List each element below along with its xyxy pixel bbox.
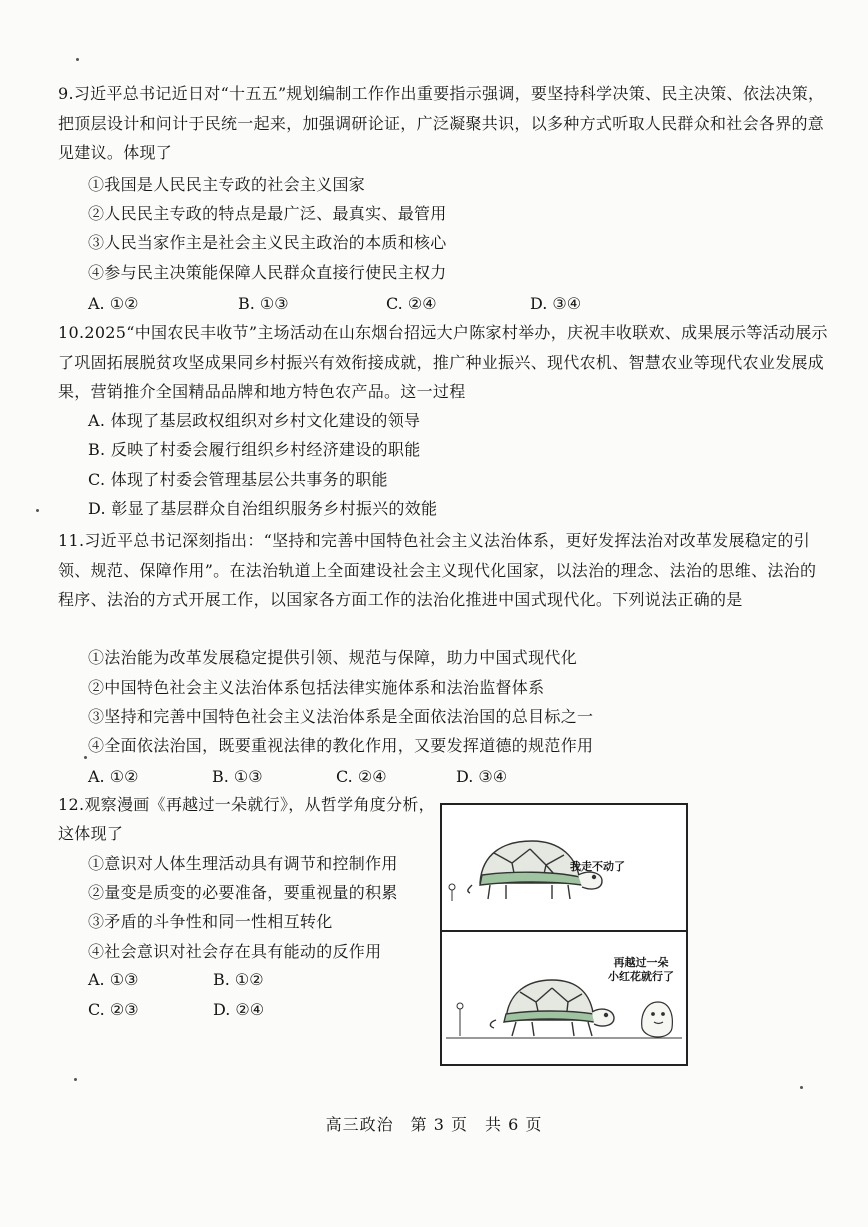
q11-stem: 11.习近平总书记深刻指出：“坚持和完善中国特色社会主义法治体系，更好发挥法治对改革发展稳定的引领、规范、保障作用”。在法治轨道上全面建设社会主义现代化国家，以法治的理念、法治的思维、法治的程序、法治的方式开展工作，以国家各方面工作的法治化推进中国式现代化。下列说法正确的是 [58,531,817,609]
q9-choice-a: A. ①② [88,294,139,313]
q12-item-1: ①意识对人体生理活动具有调节和控制作用 [88,854,398,873]
q9-item-2: ②人民民主专政的特点是最广泛、最真实、最管用 [88,204,447,223]
red-flower-icon [457,1003,463,1036]
q12-item-3: ③矛盾的斗争性和同一性相互转化 [88,912,333,931]
scan-speck [84,756,87,759]
comic-panel-2-speech [608,956,674,984]
q9-item-4: ④参与民主决策能保障人民群众直接行使民主权力 [88,263,447,282]
q12-choice-a: A. ①③ [88,970,139,989]
scan-speck [76,58,79,61]
scan-speck [800,1086,803,1089]
q9-item-1: ①我国是人民民主专政的社会主义国家 [88,175,366,194]
q10-option-b: B. 反映了村委会履行组织乡村经济建设的职能 [88,440,421,459]
q11-item-3: ③坚持和完善中国特色社会主义法治体系是全面依法治国的总目标之一 [88,707,594,726]
q12-choice-c: C. ②③ [88,1000,139,1019]
cartoon-character-icon [642,1002,673,1037]
comic-panel-1-illustration [442,805,686,930]
page-footer: 高三政治 第 3 页 共 6 页 [325,1115,543,1134]
scan-speck [74,1078,77,1081]
tortoise-walking-icon [490,980,614,1036]
q9-choice-b: B. ①③ [238,294,289,313]
q10-option-d: D. 彰显了基层群众自治组织服务乡村振兴的效能 [88,499,438,518]
q10-option-a: A. 体现了基层政权组织对乡村文化建设的领导 [88,411,421,430]
q11-item-2: ②中国特色社会主义法治体系包括法律实施体系和法治监督体系 [88,678,545,697]
small-flower-icon [449,884,455,901]
q9-stem: 9.习近平总书记近日对“十五五”规划编制工作作出重要指示强调，要坚持科学决策、民主决策、依法决策，把顶层设计和问计于民统一起来，加强调研论证，广泛凝聚共识，以多种方式听取人民群众和社会各界的意见建议。体现了 [58,84,825,162]
q11-choice-c: C. ②④ [336,767,387,786]
q12-item-4: ④社会意识对社会存在具有能动的反作用 [88,942,382,961]
q12-stem-line1: 12.观察漫画《再越过一朵就行》，从哲学角度分析， [58,795,435,814]
q12-choice-d: D. ②④ [213,1000,265,1019]
q11-item-4: ④全面依法治国，既要重视法律的教化作用，又要发挥道德的规范作用 [88,736,594,755]
comic-panel-1-speech: 我走不动了 [570,860,625,873]
comic-figure [440,803,688,1066]
q11-choice-a: A. ①② [88,767,139,786]
q12-item-2: ②量变是质变的必要准备，要重视量的积累 [88,883,398,902]
q11-choice-b: B. ①③ [212,767,263,786]
comic-panel-2-speech-line1: 再越过一朵 [613,956,669,969]
q10-option-c: C. 体现了村委会管理基层公共事务的职能 [88,470,388,489]
q11-choice-d: D. ③④ [456,767,508,786]
q12-stem-line2: 这体现了 [58,824,124,843]
q10-stem: 10.2025“中国农民丰收节”主场活动在山东烟台招远大户陈家村举办，庆祝丰收联欢、成果展示等活动展示了巩固拓展脱贫攻坚成果同乡村振兴有效衔接成就，推广种业振兴、现代农机、智慧农业等现代农业发展成果，营销推介全国精品品牌和地方特色农产品。这一过程 [58,323,828,401]
q9-choice-c: C. ②④ [386,294,437,313]
comic-panel-2-illustration [442,932,686,1064]
q9-choice-d: D. ③④ [530,294,582,313]
q12-choice-b: B. ①② [213,970,264,989]
comic-panel-2-speech-line2: 小红花就行了 [608,970,674,983]
scan-speck [36,509,39,512]
q9-item-3: ③人民当家作主是社会主义民主政治的本质和核心 [88,233,447,252]
q11-item-1: ①法治能为改革发展稳定提供引领、规范与保障，助力中国式现代化 [88,648,578,667]
